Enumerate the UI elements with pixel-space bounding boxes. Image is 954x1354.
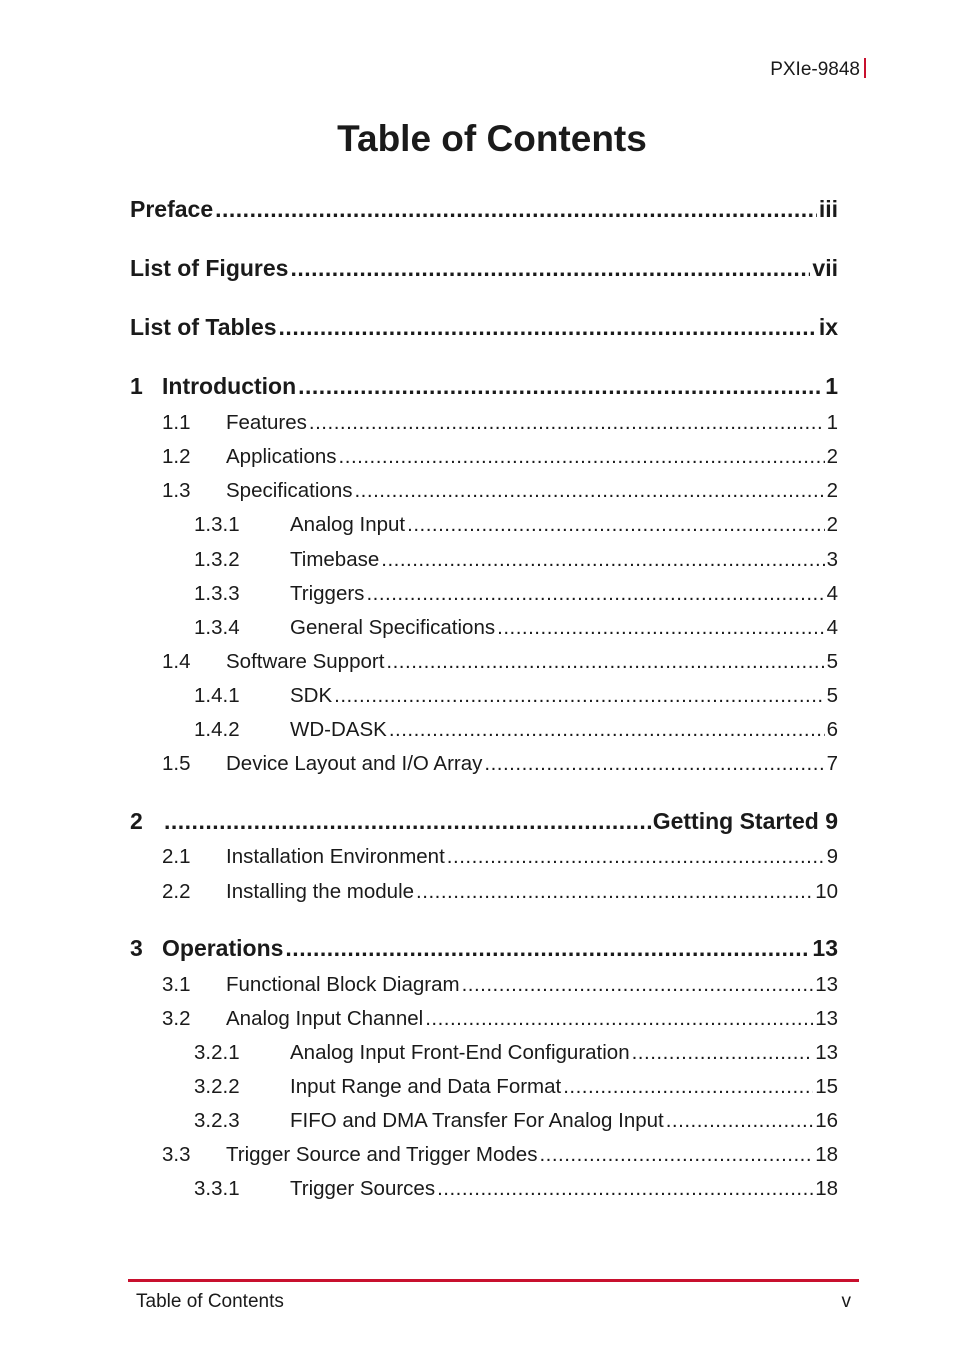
toc-entry[interactable] xyxy=(130,752,838,776)
page-title: Table of Contents xyxy=(337,118,647,159)
toc-entry-number: 1.4 xyxy=(162,650,191,673)
toc-leader-dots xyxy=(381,548,824,572)
toc-entry-number: 3.3 xyxy=(162,1143,191,1166)
toc-entry[interactable] xyxy=(130,1177,838,1201)
toc-leader-dots xyxy=(164,808,651,835)
toc-entry-page: 16 xyxy=(815,1109,838,1132)
toc-entry-number: 1.3.2 xyxy=(194,548,240,571)
toc-leader-dots xyxy=(666,1109,813,1133)
toc-entry-page: 3 xyxy=(826,548,838,571)
toc-entry-title: Installation Environment xyxy=(226,845,445,868)
toc-entry-number: 3.3.1 xyxy=(194,1177,240,1200)
toc-entry-title: Introduction xyxy=(162,373,297,399)
toc-entry-page: 18 xyxy=(815,1143,838,1166)
toc-entry[interactable] xyxy=(130,196,838,223)
toc-leader-dots xyxy=(339,445,825,469)
toc-entry-page: 15 xyxy=(815,1075,838,1098)
toc-entry-page: 4 xyxy=(826,582,838,605)
toc-entry[interactable] xyxy=(130,1109,838,1133)
toc-entry-title: Trigger Sources xyxy=(290,1177,436,1200)
toc-leader-dots xyxy=(290,255,810,282)
toc-entry-number: 3.2.1 xyxy=(194,1041,240,1064)
toc-entry-title: Timebase xyxy=(290,548,380,571)
toc-entry-page: 1 xyxy=(825,373,838,399)
toc-entry-title: WD-DASK xyxy=(290,718,387,741)
toc-entry-title: Analog Input xyxy=(290,513,406,536)
toc-leader-dots xyxy=(285,935,810,962)
toc-leader-dots xyxy=(366,582,824,606)
toc-leader-dots xyxy=(447,845,825,869)
toc-entry-title: Software Support xyxy=(226,650,385,673)
toc-entry[interactable] xyxy=(130,684,838,708)
toc-entry-title: Applications xyxy=(226,445,337,468)
toc-entry-title: List of Tables xyxy=(130,314,277,340)
toc-entry[interactable] xyxy=(130,314,838,341)
toc-entry[interactable] xyxy=(130,718,838,742)
toc-entry-number: 1.5 xyxy=(162,752,191,775)
toc-entry-number: 2 xyxy=(130,808,143,834)
toc-entry-number: 1.2 xyxy=(162,445,191,468)
toc-leader-dots xyxy=(497,616,824,640)
toc-entry-number: 3.2.3 xyxy=(194,1109,240,1132)
toc-entry-page: 2 xyxy=(826,445,838,468)
toc-entry[interactable] xyxy=(130,548,838,572)
toc-leader-dots xyxy=(425,1007,813,1031)
toc-entry[interactable] xyxy=(130,373,838,400)
toc-entry[interactable] xyxy=(130,973,838,997)
toc-entry-page: 4 xyxy=(826,616,838,639)
toc-entry-title: Trigger Source and Trigger Modes xyxy=(226,1143,538,1166)
toc-entry-number: 1 xyxy=(130,373,143,399)
toc-entry-number: 1.4.1 xyxy=(194,684,240,707)
toc-entry[interactable] xyxy=(130,1007,838,1031)
toc-entry[interactable] xyxy=(130,1041,838,1065)
toc-entry-page: 10 xyxy=(815,880,838,903)
toc-entry-page: 13 xyxy=(815,1007,838,1030)
toc-entry-title: List of Figures xyxy=(130,255,289,281)
toc-leader-dots xyxy=(354,479,824,503)
toc-entry-title: Analog Input Channel xyxy=(226,1007,424,1030)
toc-entry-page: 2 xyxy=(826,479,838,502)
toc-entry[interactable] xyxy=(130,650,838,674)
toc-entry-page: 5 xyxy=(826,650,838,673)
toc-entry-title: Operations xyxy=(162,935,284,961)
footer-page-number: v xyxy=(841,1291,851,1312)
toc-entry[interactable] xyxy=(130,582,838,606)
toc-entry[interactable] xyxy=(130,935,838,962)
toc-leader-dots xyxy=(632,1041,814,1065)
toc-entry-number: 3 xyxy=(130,935,143,961)
toc-entry[interactable] xyxy=(130,616,838,640)
toc-entry-page: 6 xyxy=(826,718,838,741)
toc-leader-dots xyxy=(416,880,813,904)
toc-entry-page: Getting Started 9 xyxy=(652,808,838,834)
toc-entry-page: 9 xyxy=(826,845,838,868)
toc-entry-page: 7 xyxy=(826,752,838,775)
toc-leader-dots xyxy=(407,513,824,537)
toc-entry[interactable] xyxy=(130,255,838,282)
toc-leader-dots xyxy=(389,718,825,742)
toc-entry[interactable] xyxy=(130,513,838,537)
toc-entry-title: General Specifications xyxy=(290,616,496,639)
toc-entry-page: 13 xyxy=(815,1041,838,1064)
toc-entry-title: Input Range and Data Format xyxy=(290,1075,562,1098)
toc-leader-dots xyxy=(215,196,817,223)
toc-entry-title: SDK xyxy=(290,684,333,707)
toc-entry-page: ix xyxy=(818,314,838,340)
toc-entry-number: 3.2.2 xyxy=(194,1075,240,1098)
toc-leader-dots xyxy=(309,411,825,435)
toc-entry-title: Installing the module xyxy=(226,880,415,903)
toc-entry-number: 1.1 xyxy=(162,411,191,434)
toc-entry[interactable] xyxy=(130,808,838,835)
toc-entry[interactable] xyxy=(130,1075,838,1099)
toc-entry-title: Functional Block Diagram xyxy=(226,973,460,996)
toc-entry-title: Preface xyxy=(130,196,214,222)
toc-entry-number: 1.4.2 xyxy=(194,718,240,741)
toc-entry-title: Triggers xyxy=(290,582,365,605)
toc-entry-page: 5 xyxy=(826,684,838,707)
toc-leader-dots xyxy=(334,684,824,708)
toc-entry-title: Device Layout and I/O Array xyxy=(226,752,483,775)
toc-leader-dots xyxy=(298,373,823,400)
toc-entry-page: vii xyxy=(812,255,838,281)
toc-entry-page: 13 xyxy=(815,973,838,996)
toc-entry-number: 1.3.1 xyxy=(194,513,240,536)
toc-entry-number: 3.1 xyxy=(162,973,191,996)
footer-section-title: Table of Contents xyxy=(136,1291,284,1312)
toc-entry-title: FIFO and DMA Transfer For Analog Input xyxy=(290,1109,664,1132)
toc-entry-number: 2.1 xyxy=(162,845,191,868)
toc-entry[interactable] xyxy=(130,411,838,435)
toc-entry-page: 1 xyxy=(826,411,838,434)
footer-rule xyxy=(128,1279,859,1282)
toc-entry-page: 13 xyxy=(812,935,838,961)
header-accent-bar xyxy=(864,58,866,78)
toc-entry[interactable] xyxy=(130,445,838,469)
toc-entry[interactable] xyxy=(130,1143,838,1167)
toc-entry-number: 2.2 xyxy=(162,880,191,903)
toc-leader-dots xyxy=(386,650,824,674)
toc-leader-dots xyxy=(484,752,824,776)
toc-entry[interactable] xyxy=(130,479,838,503)
toc-entry-number: 1.3 xyxy=(162,479,191,502)
toc-entry-title: Specifications xyxy=(226,479,353,502)
toc-leader-dots xyxy=(279,314,817,341)
toc-entry-title: Analog Input Front-End Configuration xyxy=(290,1041,630,1064)
toc-leader-dots xyxy=(462,973,814,997)
toc-leader-dots xyxy=(437,1177,813,1201)
toc-leader-dots xyxy=(539,1143,813,1167)
toc-entry-title: Features xyxy=(226,411,307,434)
toc-entry-page: 18 xyxy=(815,1177,838,1200)
toc-entry-page: iii xyxy=(818,196,838,222)
running-header xyxy=(770,58,866,81)
toc-entry-number: 3.2 xyxy=(162,1007,191,1030)
toc-leader-dots xyxy=(563,1075,813,1099)
toc-entry[interactable] xyxy=(130,845,838,869)
toc-entry-number: 1.3.3 xyxy=(194,582,240,605)
toc-entry-number: 1.3.4 xyxy=(194,616,240,639)
toc-entry[interactable] xyxy=(130,880,838,904)
product-name: PXIe-9848 xyxy=(770,59,860,80)
toc-entry-page: 2 xyxy=(826,513,838,536)
